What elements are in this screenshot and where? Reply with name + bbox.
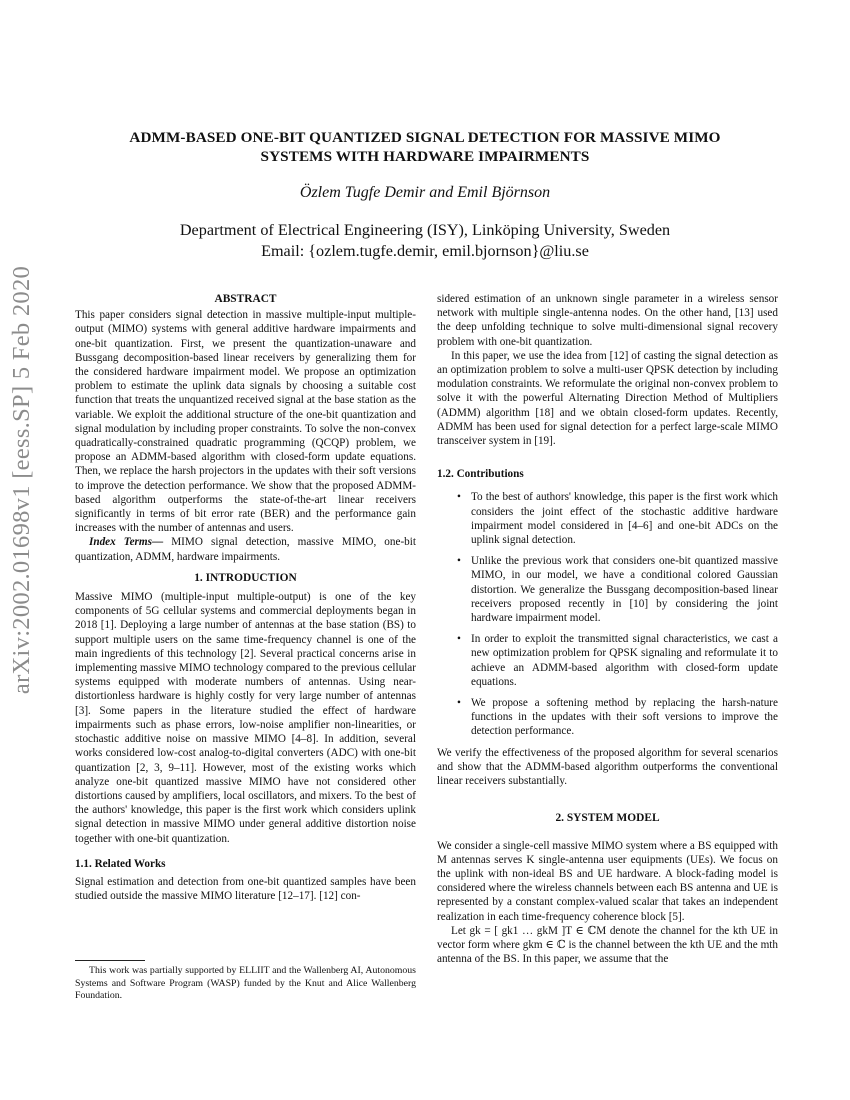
list-item: • We propose a softening method by replacing the harsh-nature functions in the updates with their soft versions to improve the detection performance. — [471, 696, 778, 739]
title-line-1: ADMM-BASED ONE-BIT QUANTIZED SIGNAL DETECTION FOR MASSIVE MIMO — [129, 129, 721, 146]
intro-body: Massive MIMO (multiple-input multiple-output) is one of the key components of 5G cellular systems and commercial deployments began in 2018 [1]. Deploying a large number of antennas at the base station (BS) to support multiple users on the same time-frequency channel is one of the main ingredients of this technology [2]. Several practical concerns arise in implementing massive MIMO technology compared to the previous cellular systems equipped with moderate numbers of antennas. Using near-distortionless hardware is highly costly for very large number of antennas [3]. Some papers in the literature studied the effect of hardware impairments such as phase errors, low-noise amplifier non-linearities, or stochastic additive noise on massive MIMO [4–8]. In addition, several works considered low-cost analog-to-digital converters (ADC) with one-bit quantization [2, 3, 9–11]. However, most of the existing works which analyze one-bit quantized massive MIMO have not considered other distortions caused by amplifiers, local oscillators, and mixers. To the best of the authors' knowledge, this paper is the first work which considers uplink signal detection in massive MIMO under general additive distortion noise together with one-bit quantization. — [75, 591, 416, 845]
contributions-heading: 1.2. Contributions — [437, 468, 524, 481]
related-body-right-1: sidered estimation of an unknown single parameter in a wireless sensor network with multiple single-antenna nodes. On the other hand, [13] used the deep unfolding technique to solve multi-dimensional signal recovery problem with one-bit quantization. — [437, 293, 778, 348]
index-terms — [75, 535, 416, 563]
intro-heading: 1. INTRODUCTION — [194, 571, 297, 584]
system-model-p2: Let gk = [ gk1 … gkM ]T ∈ ℂM denote the channel for the kth UE in vector form where gkm ∈ ℂ is the channel between the kth UE and the mth antenna of the BS. In this paper, we assume that the — [437, 924, 778, 966]
contributions-list — [437, 490, 778, 738]
related-body-right-2: In this paper, we use the idea from [12] of casting the signal detection as an optimization problem to solve a multi-user QPSK detection by including modulation constraints. We reformulate the original non-convex problem to solve it with the powerful Alternating Direction Method of Multipliers (ADMM) algorithm [18] and we obtain closed-form updates. Recently, ADMM has been used for signal detection for a perfect large-scale MIMO transceiver system in [19]. — [437, 349, 778, 448]
title-line-2: SYSTEMS WITH HARDWARE IMPAIRMENTS — [260, 148, 590, 165]
system-model-heading: 2. SYSTEM MODEL — [555, 812, 660, 825]
right-column — [437, 292, 778, 966]
abstract-heading: ABSTRACT — [214, 293, 277, 305]
affiliation: Department of Electrical Engineering (ISY), Linköping University, Sweden — [179, 221, 671, 239]
related-body-left: Signal estimation and detection from one-bit quantized samples have been studied outside the massive MIMO literature [12–17]. [12] con- — [75, 875, 416, 903]
email-line: Email: {ozlem.tugfe.demir, emil.bjornson}@liu.se — [261, 242, 589, 260]
list-item: • To the best of authors' knowledge, this paper is the first work which considers the joint effect of the stochastic additive hardware impairment model considered in [4–6] and one-bit ADCs on the uplink signal detection. — [471, 490, 778, 547]
list-item: • In order to exploit the transmitted signal characteristics, we cast a new optimization problem for QPSK signaling and reformulate it to achieve an ADMM-based algorithm with closed-form update equations. — [471, 632, 778, 689]
author-list: Özlem Tugfe Demir and Emil Björnson — [299, 184, 551, 201]
paper-title — [75, 128, 775, 166]
system-model-p1: We consider a single-cell massive MIMO system where a BS equipped with M antennas serves K single-antenna user equipments (UEs). We focus on the uplink with non-ideal BS and UE hardware. A block-fading model is considered where the wireless channels between each BS antenna and UE is represented by a constant complex-valued scalar that takes an independent realization in each time-frequency coherence block [5]. — [437, 839, 778, 923]
footnote: This work was partially supported by ELLIIT and the Wallenberg AI, Autonomous Systems and Software Program (WASP) funded by the Knut and Alice Wallenberg Foundation. — [75, 965, 416, 1001]
footnote-divider — [75, 960, 145, 961]
arxiv-identifier: arXiv:2002.01698v1 [eess.SP] 5 Feb 2020 — [8, 265, 35, 695]
affiliation-block — [75, 220, 775, 262]
abstract-body: This paper considers signal detection in massive multiple-input multiple-output (MIMO) systems with general additive hardware impairments and one-bit quantization. First, we present the quantization-unaware and Bussgang decomposition-based linear receivers by generalizing them for the considered hardware impairment model. We propose an optimization problem to estimate the uplink data signals by choosing a suitable cost function that treats the unquantized received signal at the base station as the variable. We exploit the additional structure of the one-bit quantization and signal modulation by including proper constraints. To solve the non-convex quadratically-constrained quadratic programming (QCQP) problem, we propose an ADMM-based algorithm with closed-form update equations. Then, we replace the harsh projectors in the updates with their soft versions to improve the detection performance. We show that the proposed ADMM-based algorithm outperforms the state-of-the-art linear receivers significantly in terms of bit error rate (BER) and the performance gain increases with the number of antennas and users. — [75, 309, 416, 535]
contributions-closing: We verify the effectiveness of the proposed algorithm for several scenarios and show that the ADMM-based algorithm outperforms the conventional linear receivers substantially. — [437, 746, 778, 788]
left-column — [75, 292, 416, 903]
list-item: • Unlike the previous work that considers one-bit quantized massive MIMO, in our model, we have a conditional colored Gaussian distortion. We generalize the Bussgang decomposition-based linear receivers proposed recently in [10] by considering the joint hardware impairment model. — [471, 554, 778, 625]
related-heading: 1.1. Related Works — [75, 857, 166, 870]
index-terms-text: MIMO signal detection, massive MIMO, one-bit quantization, ADMM, hardware impairments. — [75, 536, 416, 563]
arxiv-sidebar — [2, 265, 42, 695]
index-terms-label: Index Terms— — [89, 536, 164, 549]
